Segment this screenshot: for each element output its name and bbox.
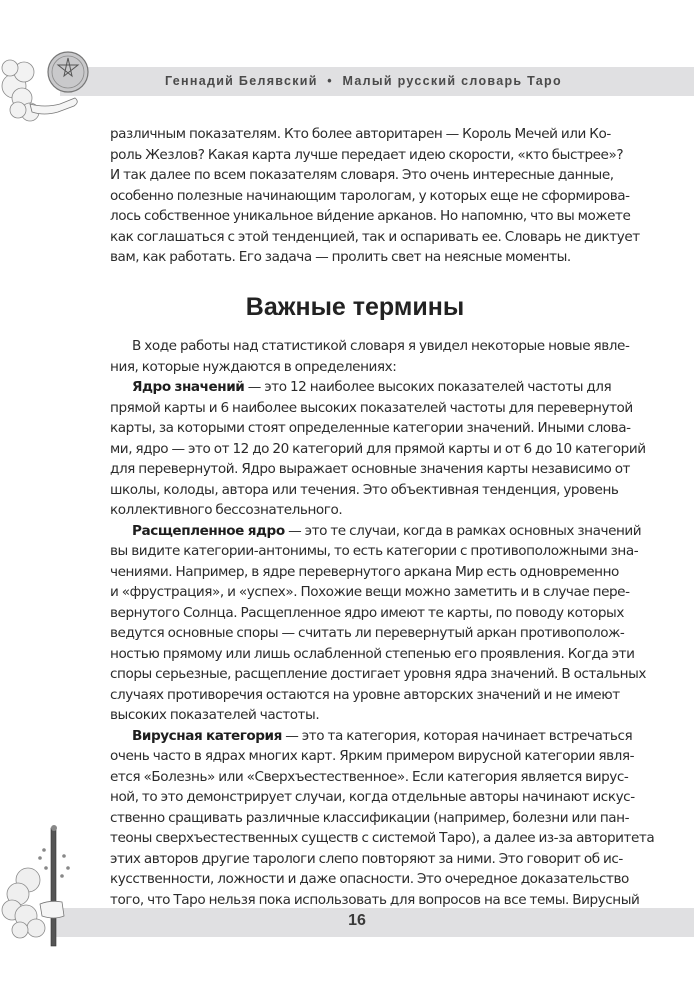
text-line: Ядро значений — это 12 наиболее высоких показателей частоты для: [132, 379, 612, 395]
text-line: споры серьезные, расщепление достигает уровня ядра значений. В остальных: [110, 666, 646, 682]
text-line: вернутого Солнца. Расщепленное ядро имеют те карты, по поводу которых: [110, 604, 624, 621]
text-line: ется «Болезнь» или «Сверхъестественное». Если категория является вирус-: [110, 768, 629, 785]
text-line: как соглашаться с этой тенденцией, так и оспаривать ее. Словарь не диктует: [110, 228, 640, 245]
text-line: роль Жезлов? Какая карта лучше передает идею скорости, «кто быстрее»?: [110, 146, 624, 163]
intro-paragraph: [110, 124, 640, 268]
text-line: чениями. Например, в ядре перевернутого аркана Мир есть одновременно: [110, 563, 619, 580]
text-line: вы видите категории-антонимы, то есть категории с противоположными зна-: [110, 543, 639, 559]
text-line: Расщепленное ядро — это те случаи, когда в рамках основных значений: [132, 522, 642, 539]
term-label: Вирусная категория: [132, 727, 282, 744]
term-definition-core: [110, 377, 646, 521]
text-line: школы, колоды, автора или течения. Это объективная тенденция, уровень: [110, 481, 619, 498]
text-line: особенно полезные начинающим тарологам, у которых еще не сформирова-: [110, 187, 630, 204]
text-line: ния, которые нуждаются в определениях:: [110, 358, 397, 375]
text-line: очень часто в ядрах многих карт. Ярким примером вирусной категории явля-: [110, 748, 635, 764]
term-definition-viral-category: [110, 726, 655, 911]
section-body: [110, 336, 655, 910]
text-line: ственно сращивать различные классификации (например, болезни или пан-: [110, 809, 630, 826]
text-line: того, что Таро нельзя пока использовать для вопросов на все темы. Вирусный: [110, 891, 640, 908]
text-line: вам, как работать. Его задача — пролить свет на неясные моменты.: [110, 249, 571, 265]
section-heading: Важные термины: [245, 293, 465, 321]
text-line: карты, за которыми стоят определенные категории значений. Иными слова-: [110, 420, 631, 436]
text-line: ностью прямому или лишь ослабленной степенью его проявления. Когда эти: [110, 645, 635, 662]
term-definition-split-core: [110, 521, 646, 726]
text-line: ной, то это демонстрирует случаи, когда отдельные авторы начинают искус-: [110, 789, 635, 805]
text-line: этих авторов другие тарологи слепо повторяют за ними. Это говорит об ис-: [110, 850, 623, 867]
lead-paragraph: [110, 336, 630, 377]
text-line: и «фрустрация», и «успех». Похожие вещи можно заметить и в случае пере-: [110, 584, 630, 600]
term-label: Расщепленное ядро: [132, 522, 285, 539]
text-line: ми, ядро — это от 12 до 20 категорий для прямой карты и от 6 до 10 категорий: [110, 440, 646, 457]
wand-hand-icon: [0, 820, 80, 950]
running-title: Геннадий Белявский • Малый русский словарь Таро: [165, 74, 562, 88]
text-line: случаях противоречия остаются на уровне авторских значений и не имеют: [110, 686, 620, 703]
term-label: Ядро значений: [132, 379, 245, 395]
text-line: коллективного бессознательного.: [110, 502, 343, 518]
text-line: В ходе работы над статистикой словаря я увидел некоторые новые явле-: [132, 338, 630, 354]
text-line: высоких показателей частоты.: [110, 707, 320, 723]
text-line: кусственности, ложности и даже опасности. Это очередное доказательство: [110, 871, 629, 887]
page-number: 16: [348, 912, 366, 929]
text-line: теоны сверхъестественных существ с системой Таро), а далее из-за авторитета: [110, 830, 655, 846]
pentacle-hand-icon: [0, 46, 92, 126]
text-line: лось собственное уникальное ви́дение арканов. Но напомню, что вы можете: [110, 208, 631, 224]
text-line: ведутся основные споры — считать ли перевернутый аркан противополож-: [110, 625, 625, 641]
text-line: различным показателям. Кто более авторитарен — Король Мечей или Ко-: [110, 126, 611, 142]
text-line: прямой карты и 6 наиболее высоких показателей частоты для перевернутой: [110, 399, 633, 416]
text-line: И так далее по всем показателям словаря. Это очень интересные данные,: [110, 167, 614, 183]
text-line: Вирусная категория — это та категория, которая начинает встречаться: [132, 727, 633, 744]
text-line: для перевернутой. Ядро выражает основные значения карты независимо от: [110, 461, 631, 477]
